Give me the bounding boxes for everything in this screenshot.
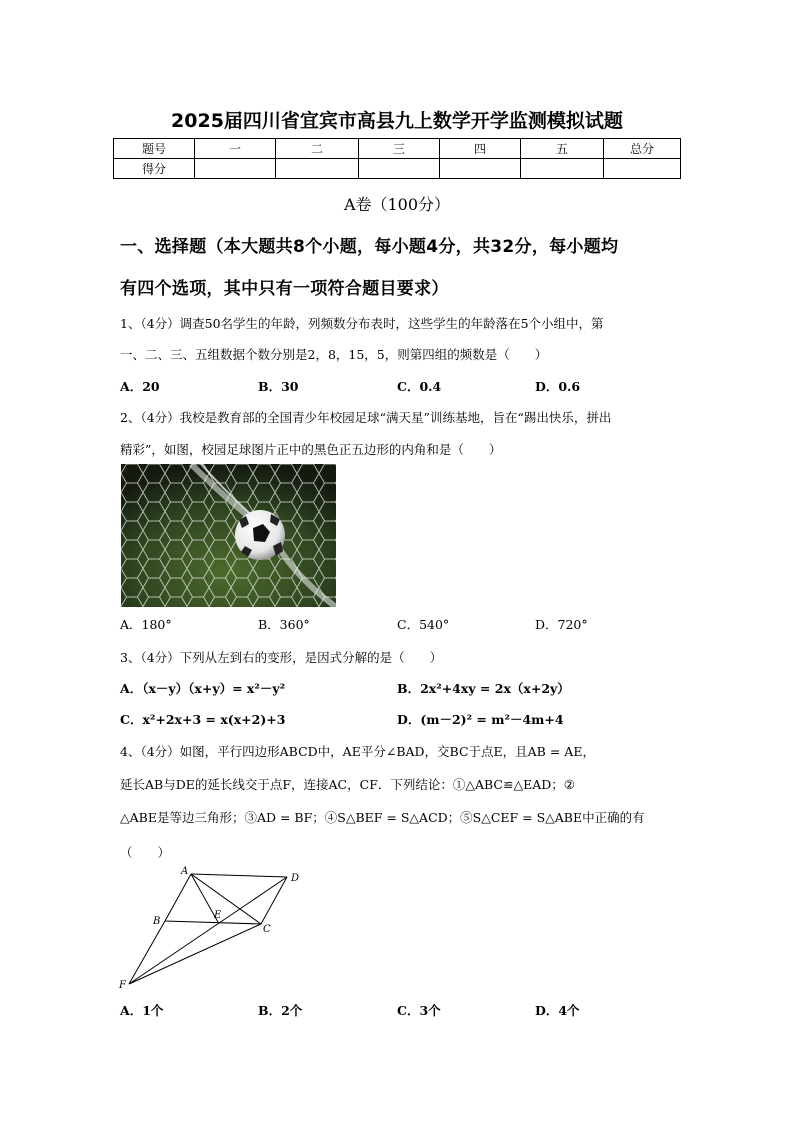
table-cell: 得分: [114, 159, 195, 179]
parallelogram-diagram: [115, 862, 315, 994]
q4-stem-line1: 4、（4分）如图，平行四边形ABCD中，AE平分∠BAD，交BC于点E，且AB = AE，: [120, 744, 595, 759]
table-cell: [521, 159, 604, 179]
soccer-ball-photo: [121, 464, 336, 607]
label-c: C: [263, 924, 271, 935]
table-cell: 总分: [604, 139, 681, 159]
table-cell: 一: [195, 139, 276, 159]
label-f: F: [119, 980, 126, 991]
q1-option-a: A．20: [120, 379, 160, 394]
q3-option-a: A．（x－y）（x+y）= x²－y²: [120, 681, 286, 696]
q4-option-d: D．4个: [535, 1003, 580, 1018]
table-cell: [440, 159, 521, 179]
table-cell: 三: [359, 139, 440, 159]
q4-stem-line2: 延长AB与DE的延长线交于点F，连接AC，CF．下列结论：①△ABC≌△EAD；②: [120, 777, 575, 792]
table-cell: [276, 159, 359, 179]
q1-option-d: D．0.6: [535, 379, 581, 394]
q4-option-a: A．1个: [120, 1003, 164, 1018]
table-row: [114, 139, 681, 159]
label-d: D: [291, 873, 300, 884]
q2-option-b: B．360°: [258, 617, 310, 632]
q2-option-c: C．540°: [397, 617, 450, 632]
label-e: E: [214, 910, 222, 921]
part-a-heading: A卷（100分）: [343, 195, 451, 214]
q3-option-b: B．2x²+4xy = 2x（x+2y）: [397, 681, 570, 696]
q2-option-d: D．720°: [535, 617, 588, 632]
label-b: B: [153, 916, 161, 927]
table-cell: [604, 159, 681, 179]
table-cell: 题号: [114, 139, 195, 159]
q3-stem: 3、（4分）下列从左到右的变形，是因式分解的是（ ）: [120, 650, 443, 665]
q1-stem-line2: 一、二、三、五组数据个数分别是2，8，15，5，则第四组的频数是（ ）: [120, 347, 548, 362]
q4-option-c: C．3个: [397, 1003, 441, 1018]
q3-option-d: D．(m－2)² = m²－4m+4: [397, 712, 564, 727]
table-cell: [195, 159, 276, 179]
q1-stem-line1: 1、（4分）调查50名学生的年龄，列频数分布表时，这些学生的年龄落在5个小组中，第: [120, 316, 604, 331]
q4-stem-line3: △ABE是等边三角形；③AD = BF；④S△BEF = S△ACD；⑤S△CEF = S△ABE中正确的有: [120, 810, 645, 825]
table-cell: 四: [440, 139, 521, 159]
q2-option-a: A．180°: [120, 617, 172, 632]
section-heading-line1: 一、选择题（本大题共8个小题，每小题4分，共32分，每小题均: [120, 237, 619, 257]
q3-option-c: C．x²+2x+3 = x(x+2)+3: [120, 712, 286, 727]
table-row: [114, 159, 681, 179]
score-table: [113, 138, 681, 179]
table-cell: 五: [521, 139, 604, 159]
page-title: 2025届四川省宜宾市高县九上数学开学监测模拟试题: [171, 110, 623, 132]
q4-stem-line4: （ ）: [120, 845, 171, 860]
section-heading-line2: 有四个选项，其中只有一项符合题目要求）: [120, 279, 449, 299]
table-cell: 二: [276, 139, 359, 159]
q1-option-b: B．30: [258, 379, 299, 394]
label-a: A: [181, 866, 189, 877]
q1-option-c: C．0.4: [397, 379, 442, 394]
q2-stem-line1: 2、（4分）我校是教育部的全国青少年校园足球“满天星”训练基地，旨在“踢出快乐，拼出: [120, 410, 612, 425]
q2-stem-line2: 精彩”，如图，校园足球图片正中的黑色正五边形的内角和是（ ）: [120, 442, 502, 457]
q4-option-b: B．2个: [258, 1003, 303, 1018]
table-cell: [359, 159, 440, 179]
